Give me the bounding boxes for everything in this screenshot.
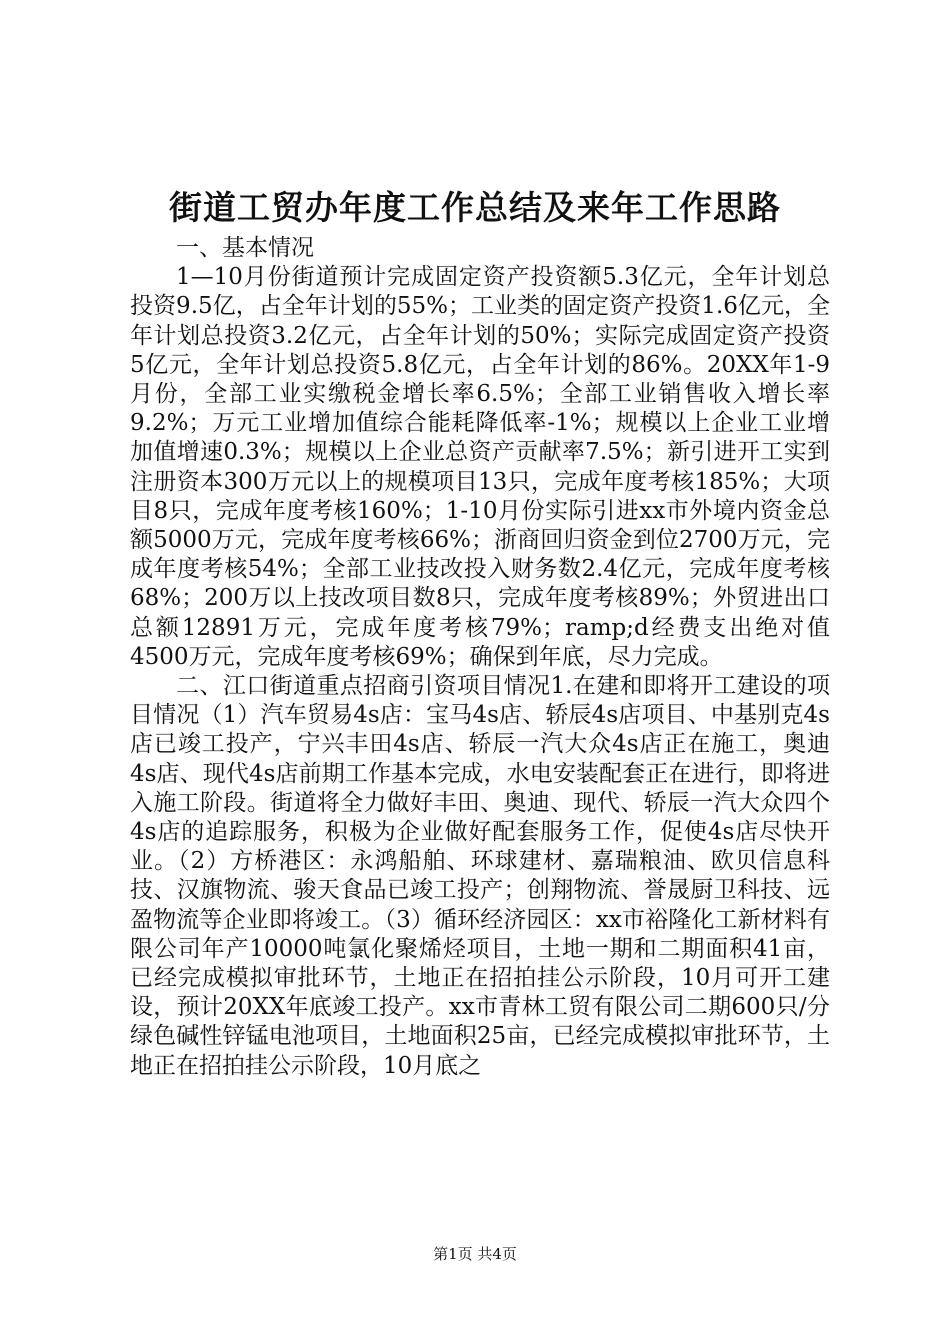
- section-heading-basic: 一、基本情况: [176, 235, 314, 261]
- paragraph-basic-stats: 1—10月份街道预计完成固定资产投资额5.3亿元，全年计划总投资9.5亿，占全年计划的55%；工业类的固定资产投资1.6亿元，全年计划总投资3.2亿元，占全年计划的50%；实际完成固定资产投资5亿元，全年计划总投资5.8亿元，占全年计划的86%。20XX年1-9月份，全部工业实缴税金增长率6.5%；全部工业销售收入增长率9.2%；万元工业增加值综合能耗降低率-1%；规模以上企业工业增加值增速0.3%；规模以上企业总资产贡献率7.5%；新引进开工实到注册资本300万元以上的规模项目13只，完成年度考核185%；大项目8只，完成年度考核160%；1-10月份实际引进xx市外境内资金总额5000万元，完成年度考核66%；浙商回归资金到位2700万元，完成年度考核54%；全部工业技改投入财务数2.4亿元，完成年度考核68%；200万以上技改项目数8只，完成年度考核89%；外贸进出口总额12891万元，完成年度考核79%；ramp;d经费支出绝对值4500万元，完成年度考核69%；确保到年底，尽力完成。: [130, 264, 830, 670]
- page-footer: 第1页 共4页: [433, 1245, 517, 1263]
- paragraph-key-projects: 二、江口街道重点招商引资项目情况1.在建和即将开工建设的项目情况（1）汽车贸易4s店：宝马4s店、轿辰4s店项目、中基别克4s店已竣工投产，宁兴丰田4s店、轿辰一汽大众4s店正在施工，奥迪4s店、现代4s店前期工作基本完成，水电安装配套正在进行，即将进入施工阶段。街道将全力做好丰田、奥迪、现代、轿辰一汽大众四个4s店的追踪服务，积极为企业做好配套服务工作，促使4s店尽快开业。（2）方桥港区：永鸿船舶、环球建材、嘉瑞粮油、欧贝信息科技、汉旗物流、骏天食品已竣工投产；创翔物流、誉晟厨卫科技、远盈物流等企业即将竣工。（3）循环经济园区：xx市裕隆化工新材料有限公司年产10000吨氯化聚烯烃项目，土地一期和二期面积41亩，已经完成模拟审批环节，土地正在招拍挂公示阶段，10月可开工建设，预计20XX年底竣工投产。xx市青林工贸有限公司二期600只/分绿色碱性锌锰电池项目，土地面积25亩，已经完成模拟审批环节，土地正在招拍挂公示阶段，10月底之: [130, 673, 830, 1079]
- document-body: [130, 234, 830, 1081]
- document-title: 街道工贸办年度工作总结及来年工作思路: [169, 188, 781, 227]
